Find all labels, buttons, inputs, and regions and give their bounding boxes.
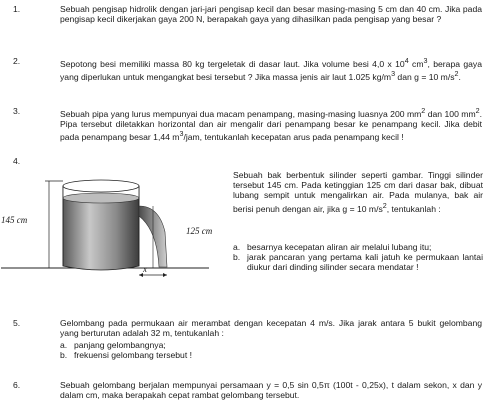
list-item: b. frekuensi gelombang tersebut ! xyxy=(60,350,192,361)
question-subitems xyxy=(60,340,482,360)
list-item: a. besarnya kecepatan aliran air melalui lubang itu; xyxy=(233,242,432,252)
question-number: 4. xyxy=(13,156,21,166)
cylinder-tank-diagram xyxy=(1,172,211,284)
label-hole-height: 125 cm xyxy=(186,226,213,236)
question-number: 1. xyxy=(13,4,21,14)
question-number: 6. xyxy=(13,380,21,390)
question-text: Sebuah gelombang berjalan mempunyai persamaan y = 0,5 sin 0,5π (100t - 0,25x), t dalam sekon, x dan y dalam cm, maka berapakah cepat rambat gelombang tersebut. xyxy=(60,380,482,401)
question-4 xyxy=(1,156,483,306)
question-text: Sebuah pengisap hidrolik dengan jari-jari pengisap kecil dan besar masing-masing 5 cm dan 40 cm. Jika pada pengisap kecil dikerjakan gaya 200 N, berapakah gaya yang dihasilkan pada pengisap yang besar ? xyxy=(60,4,482,25)
question-text: Sepotong besi memiliki massa 80 kg tergeletak di dasar laut. Jika volume besi 4,0 x $10^4$ $cm^3$, berapa gaya yang diperlukan untuk mengangkat besi tersebut ? Jika massa jenis air laut 1.025 $kg/m^3$ dan g = 10 $m/s^2$. xyxy=(60,57,483,82)
label-distance-x: x xyxy=(143,264,147,274)
label-height: 145 cm xyxy=(1,215,28,225)
list-item: a. panjang gelombangnya; xyxy=(60,340,166,350)
question-number: 5. xyxy=(13,318,21,328)
question-text: Sebuah pipa yang lurus mempunyai dua macam penampang, masing-masing luasnya 200 $mm^2$ dan 100 $mm^2$. Pipa tersebut diletakkan horizontal dan air mengalir dari penampang besar ke penampang kecil. Jika debit pada penampang besar 1,44 $m^3$/jam, tentukanlah kecepatan arus pada penampang kecil ! xyxy=(60,107,482,143)
water-surface xyxy=(63,193,139,203)
cylinder-top-rim xyxy=(63,180,139,192)
question-subitems xyxy=(233,242,483,273)
question-number: 2. xyxy=(13,56,21,66)
list-item: b. jarak pancaran yang pertama kali jatuh ke permukaan lantai diukur dari dinding silinder secara mendatar ! xyxy=(233,252,483,273)
question-text: Sebuah bak berbentuk silinder seperti gambar. Tinggi silinder tersebut 145 cm. Pada ketinggian 125 cm dari dasar bak, dibuat lubang sempit untuk mengalirkan air. Pada mulanya, bak air berisi penuh dengan air, jika g = 10 $m/s^2$, tentukanlah : xyxy=(233,170,483,214)
question-number: 3. xyxy=(13,106,21,116)
question-text: Gelombang pada permukaan air merambat dengan kecepatan 4 m/s. Jika jarak antara 5 bukit gelombang yang berturutan adalah 32 m, tentukanlah : xyxy=(60,318,482,339)
